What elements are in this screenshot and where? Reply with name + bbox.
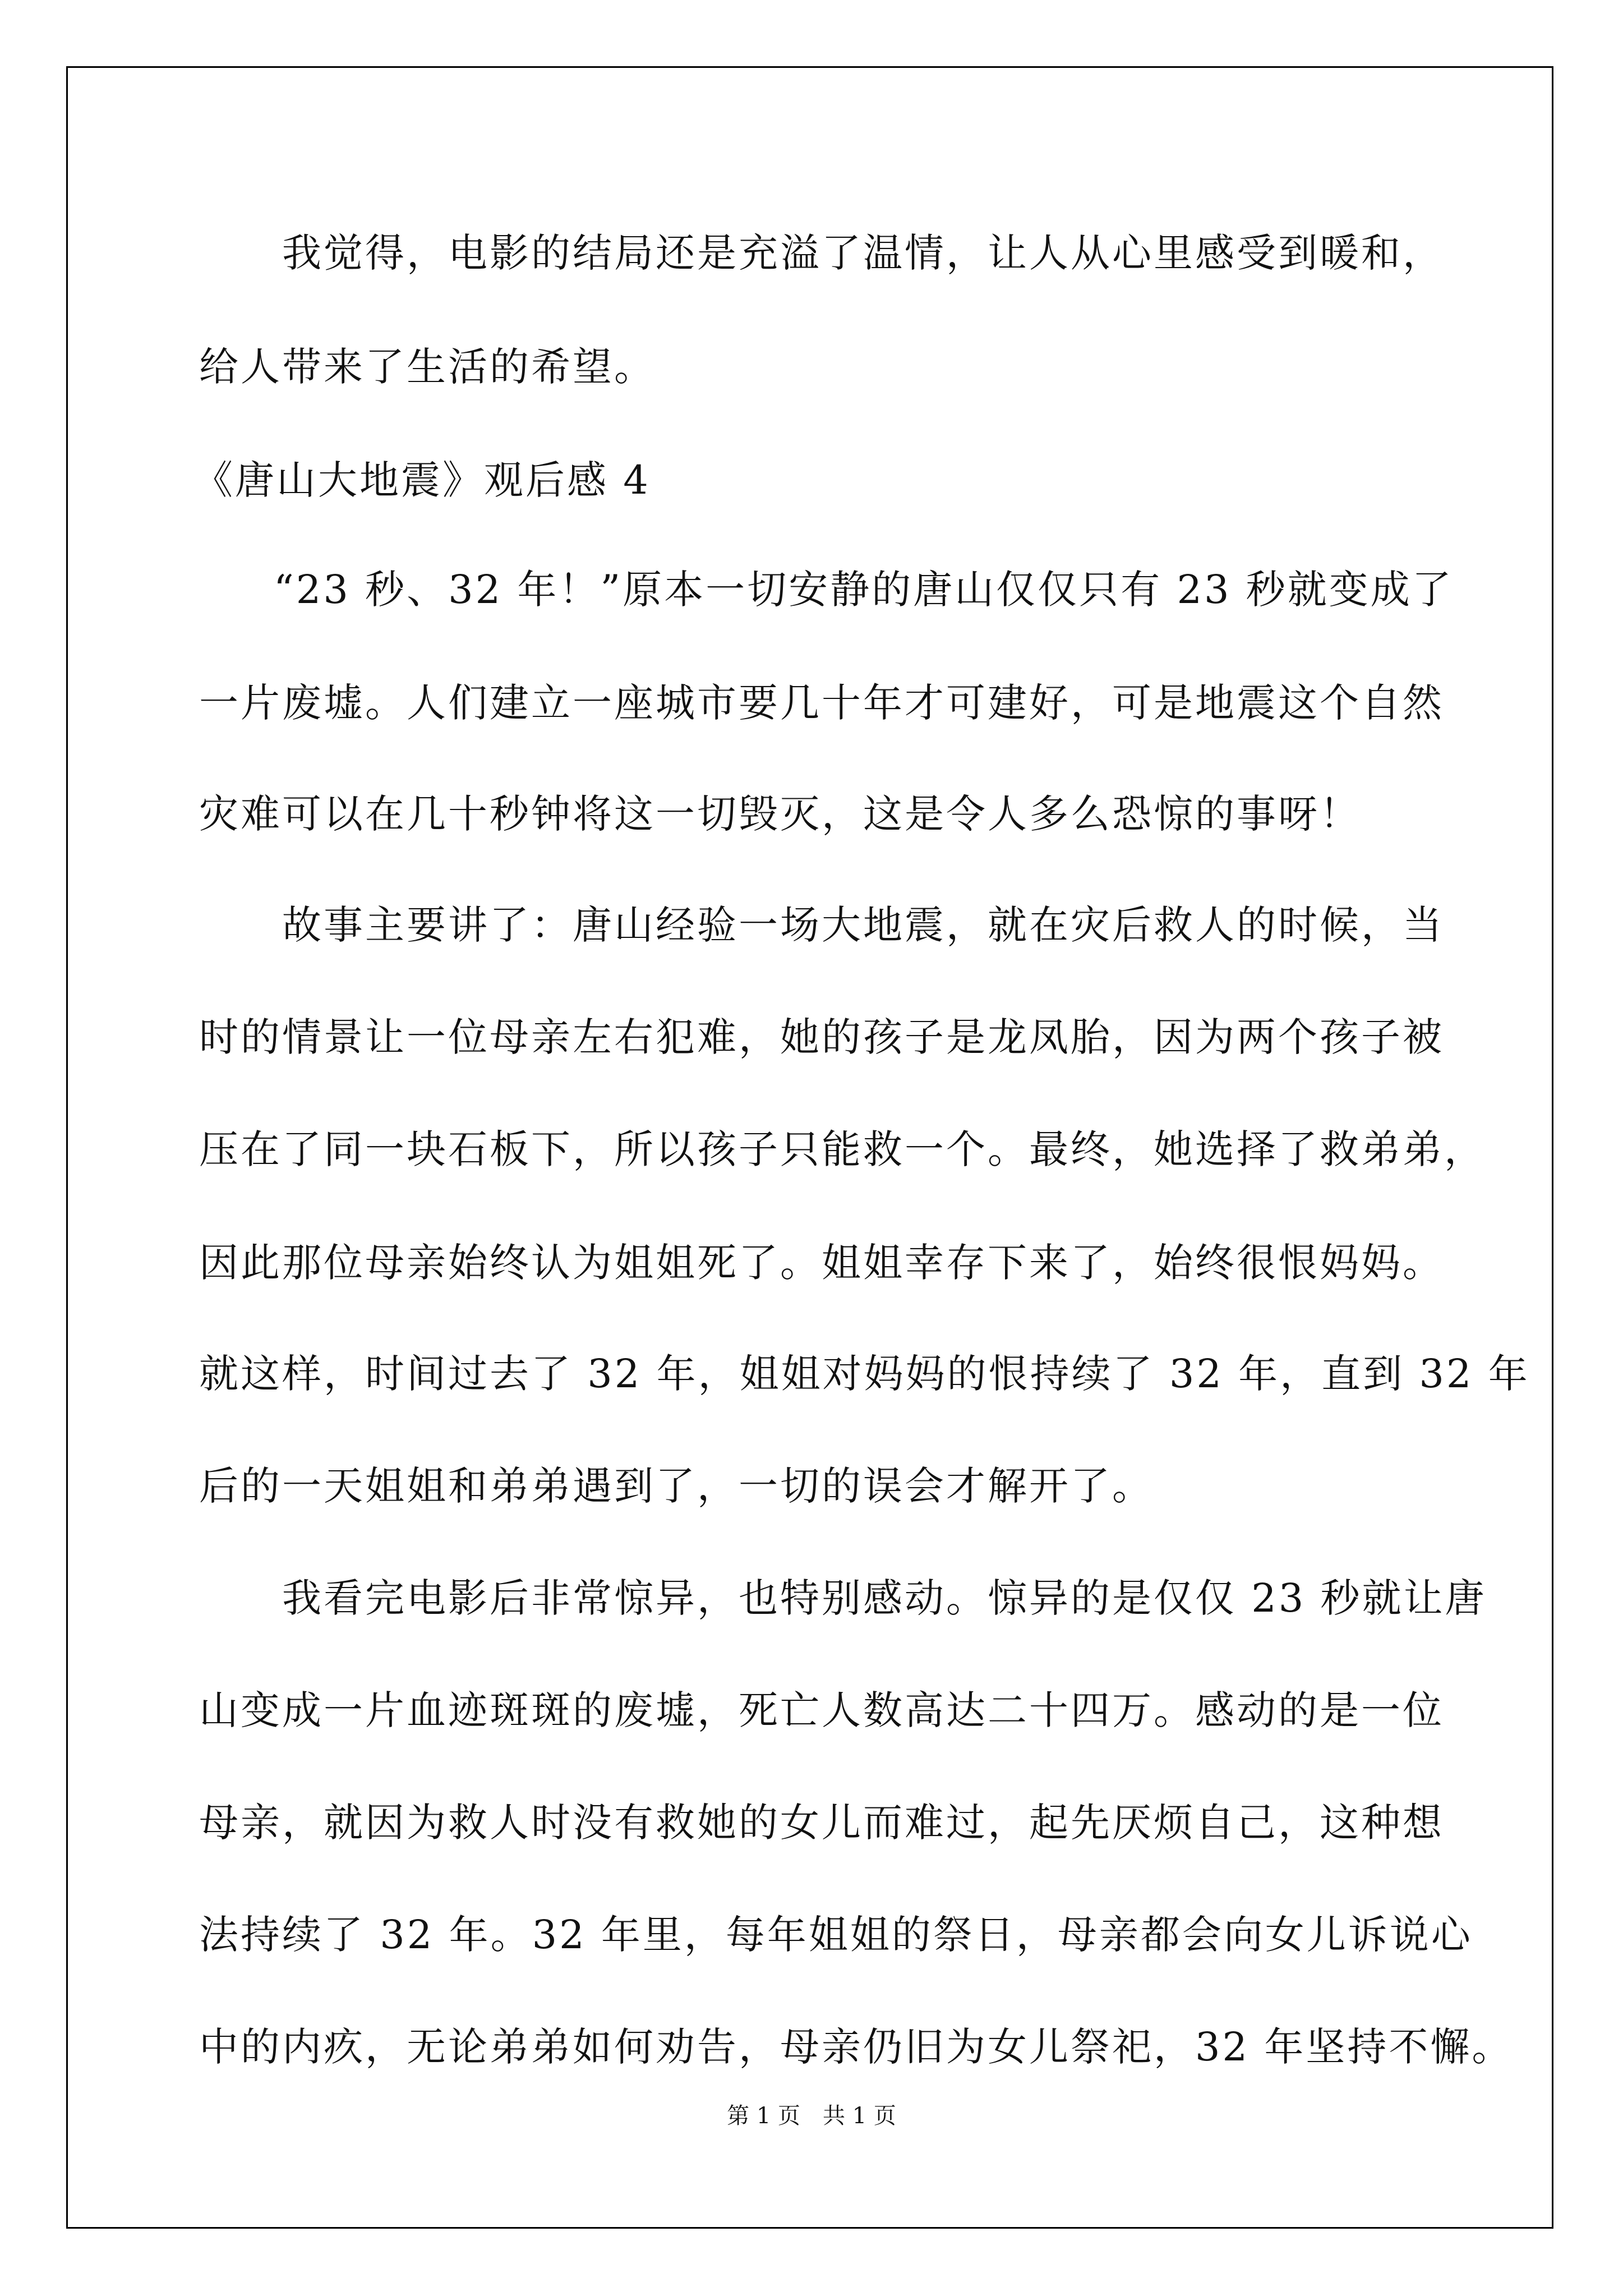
paragraph-line: 因此那位母亲始终认为姐姐死了。姐姐幸存下来了，始终很恨妈妈。 xyxy=(199,1240,1444,1286)
paragraph-line: 灾难可以在几十秒钟将这一切毁灭，这是令人多么恐惊的事呀！ xyxy=(199,791,1361,837)
paragraph-line: 法持续了 32 年。32 年里，每年姐姐的祭日，母亲都会向女儿诉说心 xyxy=(199,1912,1473,1958)
paragraph-line: 故事主要讲了：唐山经验一场大地震，就在灾后救人的时候，当 xyxy=(282,902,1444,948)
paragraph-line: 我看完电影后非常惊异，也特别感动。惊异的是仅仅 23 秒就让唐 xyxy=(282,1575,1487,1621)
paragraph-line: “23 秒、32 年！”原本一切安静的唐山仅仅只有 23 秒就变成了 xyxy=(274,567,1454,613)
section-heading: 《唐山大地震》观后感 4 xyxy=(193,457,651,503)
paragraph-line: 山变成一片血迹斑斑的废墟，死亡人数高达二十四万。感动的是一位 xyxy=(199,1687,1444,1733)
paragraph-line: 给人带来了生活的希望。 xyxy=(199,344,656,390)
paragraph-line: 中的内疚，无论弟弟如何劝告，母亲仍旧为女儿祭祀，32 年坚持不懈。 xyxy=(199,2024,1514,2070)
paragraph-line: 母亲，就因为救人时没有救她的女儿而难过，起先厌烦自己，这种想 xyxy=(199,1800,1444,1846)
paragraph-line: 就这样，时间过去了 32 年，姐姐对妈妈的恨持续了 32 年，直到 32 年 xyxy=(199,1351,1530,1397)
paragraph-line: 压在了同一块石板下，所以孩子只能救一个。最终，她选择了救弟弟， xyxy=(199,1126,1486,1172)
paragraph-line: 我觉得，电影的结局还是充溢了温情，让人从心里感受到暖和， xyxy=(282,230,1444,276)
page-footer: 第 1 页 共 1 页 xyxy=(727,2103,896,2129)
paragraph-line: 一片废墟。人们建立一座城市要几十年才可建好，可是地震这个自然 xyxy=(199,680,1444,726)
paragraph-line: 后的一天姐姐和弟弟遇到了，一切的误会才解开了。 xyxy=(199,1463,1154,1509)
paragraph-line: 时的情景让一位母亲左右犯难，她的孩子是龙凤胎，因为两个孩子被 xyxy=(199,1014,1444,1060)
